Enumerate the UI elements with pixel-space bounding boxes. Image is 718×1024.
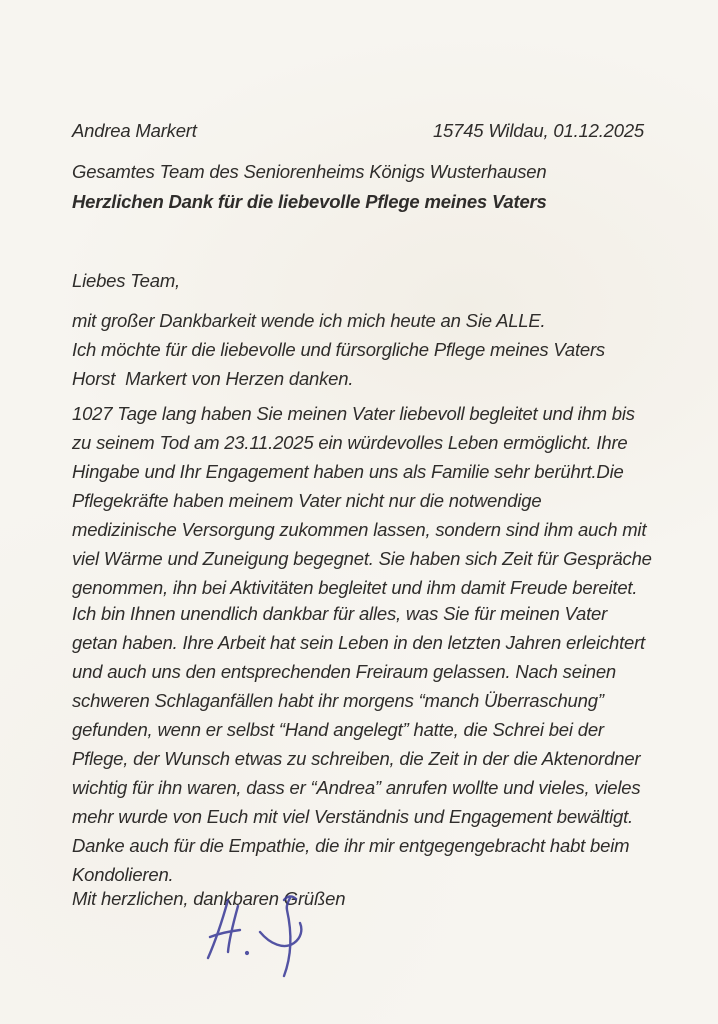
body-line: Ich bin Ihnen unendlich dankbar für alles, was Sie für meinen Vater bbox=[72, 603, 608, 624]
body-line: mit großer Dankbarkeit wende ich mich heute an Sie ALLE. bbox=[72, 310, 546, 331]
body-paragraph-2 bbox=[72, 399, 652, 602]
sender-name: Andrea Markert bbox=[72, 120, 197, 141]
body-line: Kondolieren. bbox=[72, 864, 174, 885]
body-line: zu seinem Tod am 23.11.2025 ein würdevolles Leben ermöglicht. Ihre bbox=[72, 432, 628, 453]
body-line: medizinische Versorgung zukommen lassen, sondern sind ihm auch mit bbox=[72, 519, 647, 540]
subject-line: Herzlichen Dank für die liebevolle Pflege meines Vaters bbox=[72, 191, 547, 212]
body-line: Horst Markert von Herzen danken. bbox=[72, 368, 354, 389]
body-paragraph-1 bbox=[72, 306, 644, 393]
body-line: Pflege, der Wunsch etwas zu schreiben, die Zeit in der die Aktenordner bbox=[72, 748, 641, 769]
body-line: und auch uns den entsprechenden Freiraum gelassen. Nach seinen bbox=[72, 661, 616, 682]
body-line: genommen, ihn bei Aktivitäten begleitet und ihm damit Freude bereitet. bbox=[72, 577, 638, 598]
signature-ink-icon bbox=[172, 890, 372, 990]
body-paragraph-3 bbox=[72, 599, 644, 889]
body-line: schweren Schlaganfällen habt ihr morgens “manch Überraschung” bbox=[72, 690, 604, 711]
body-line: wichtig für ihn waren, dass er “Andrea” anrufen wollte und vieles, vieles bbox=[72, 777, 641, 798]
body-line: gefunden, wenn er selbst “Hand angelegt” hatte, die Schrei bei der bbox=[72, 719, 604, 740]
place-and-date: 15745 Wildau, 01.12.2025 bbox=[432, 120, 644, 141]
closing-formula: Mit herzlichen, dankbaren Grüßen bbox=[72, 888, 346, 909]
body-line: Danke auch für die Empathie, die ihr mir entgegengebracht habt beim bbox=[72, 835, 630, 856]
body-line: getan haben. Ihre Arbeit hat sein Leben in den letzten Jahren erleichtert bbox=[72, 632, 646, 653]
body-line: Hingabe und Ihr Engagement haben uns als Familie sehr berührt.Die bbox=[72, 461, 624, 482]
recipient-line: Gesamtes Team des Seniorenheims Königs Wusterhausen bbox=[72, 161, 547, 182]
handwritten-signature bbox=[172, 890, 372, 990]
body-line: 1027 Tage lang haben Sie meinen Vater liebevoll begleitet und ihm bis bbox=[72, 403, 635, 424]
letter-header bbox=[72, 120, 644, 142]
salutation: Liebes Team, bbox=[72, 270, 180, 291]
body-line: Ich möchte für die liebevolle und fürsorgliche Pflege meines Vaters bbox=[72, 339, 605, 360]
body-line: mehr wurde von Euch mit viel Verständnis und Engagement bewältigt. bbox=[72, 806, 633, 827]
body-line: Pflegekräfte haben meinem Vater nicht nur die notwendige bbox=[72, 490, 542, 511]
body-line: viel Wärme und Zuneigung begegnet. Sie haben sich Zeit für Gespräche bbox=[72, 548, 652, 569]
